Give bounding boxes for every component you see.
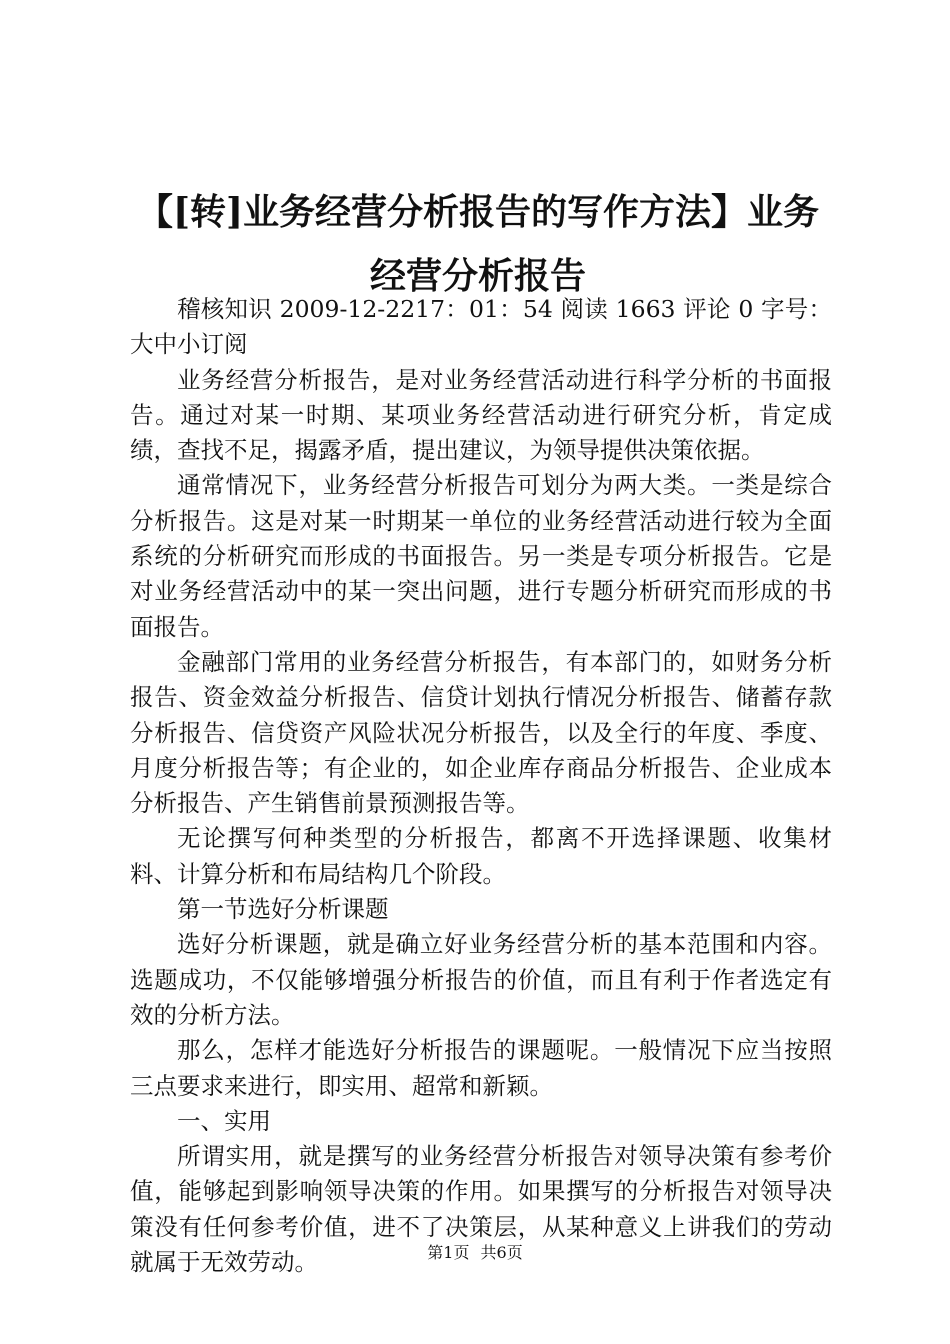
body-paragraph: 通常情况下，业务经营分析报告可划分为两大类。一类是综合分析报告。这是对某一时期某一单位的业务经营活动进行较为全面系统的分析研究而形成的书面报告。另一类是专项分析报告。它是对业务经营活动中的某一突出问题，进行专题分析研究而形成的书面报告。 xyxy=(130,471,832,641)
body-paragraph: 无论撰写何种类型的分析报告，都离不开选择课题、收集材料、计算分析和布局结构几个阶段。 xyxy=(130,824,832,888)
document-body xyxy=(130,292,832,1280)
body-paragraph: 选好分析课题，就是确立好业务经营分析的基本范围和内容。选题成功，不仅能够增强分析报告的价值，而且有利于作者选定有效的分析方法。 xyxy=(130,930,832,1029)
page-number: 第1页 xyxy=(427,1243,470,1262)
body-paragraph: 那么，怎样才能选好分析报告的课题呢。一般情况下应当按照三点要求来进行，即实用、超常和新颖。 xyxy=(130,1036,832,1100)
body-paragraph: 所谓实用，就是撰写的业务经营分析报告对领导决策有参考价值，能够起到影响领导决策的作用。如果撰写的分析报告对领导决策没有任何参考价值，进不了决策层，从某种意义上讲我们的劳动就属于无效劳动。 xyxy=(130,1142,832,1277)
body-paragraph: 金融部门常用的业务经营分析报告，有本部门的，如财务分析报告、资金效益分析报告、信贷计划执行情况分析报告、储蓄存款分析报告、信贷资产风险状况分析报告，以及全行的年度、季度、月度分析报告等；有企业的，如企业库存商品分析报告、企业成本分析报告、产生销售前景预测报告等。 xyxy=(130,647,832,818)
body-paragraph: 业务经营分析报告，是对业务经营活动进行科学分析的书面报告。通过对某一时期、某项业务经营活动进行研究分析，肯定成绩，查找不足，揭露矛盾，提出建议，为领导提供决策依据。 xyxy=(130,365,832,465)
section-heading: 第一节选好分析课题 xyxy=(177,895,389,924)
subsection-heading: 一、实用 xyxy=(177,1106,271,1135)
page-total: 共6页 xyxy=(480,1243,523,1262)
page-footer xyxy=(0,1243,950,1263)
document-title: 【[转]业务经营分析报告的写作方法】业务经营分析报告 xyxy=(136,191,820,297)
meta-line: 稽核知识 2009-12-2217：01：54 阅读 1663 评论 0 字号：大中小订阅 xyxy=(130,295,832,359)
